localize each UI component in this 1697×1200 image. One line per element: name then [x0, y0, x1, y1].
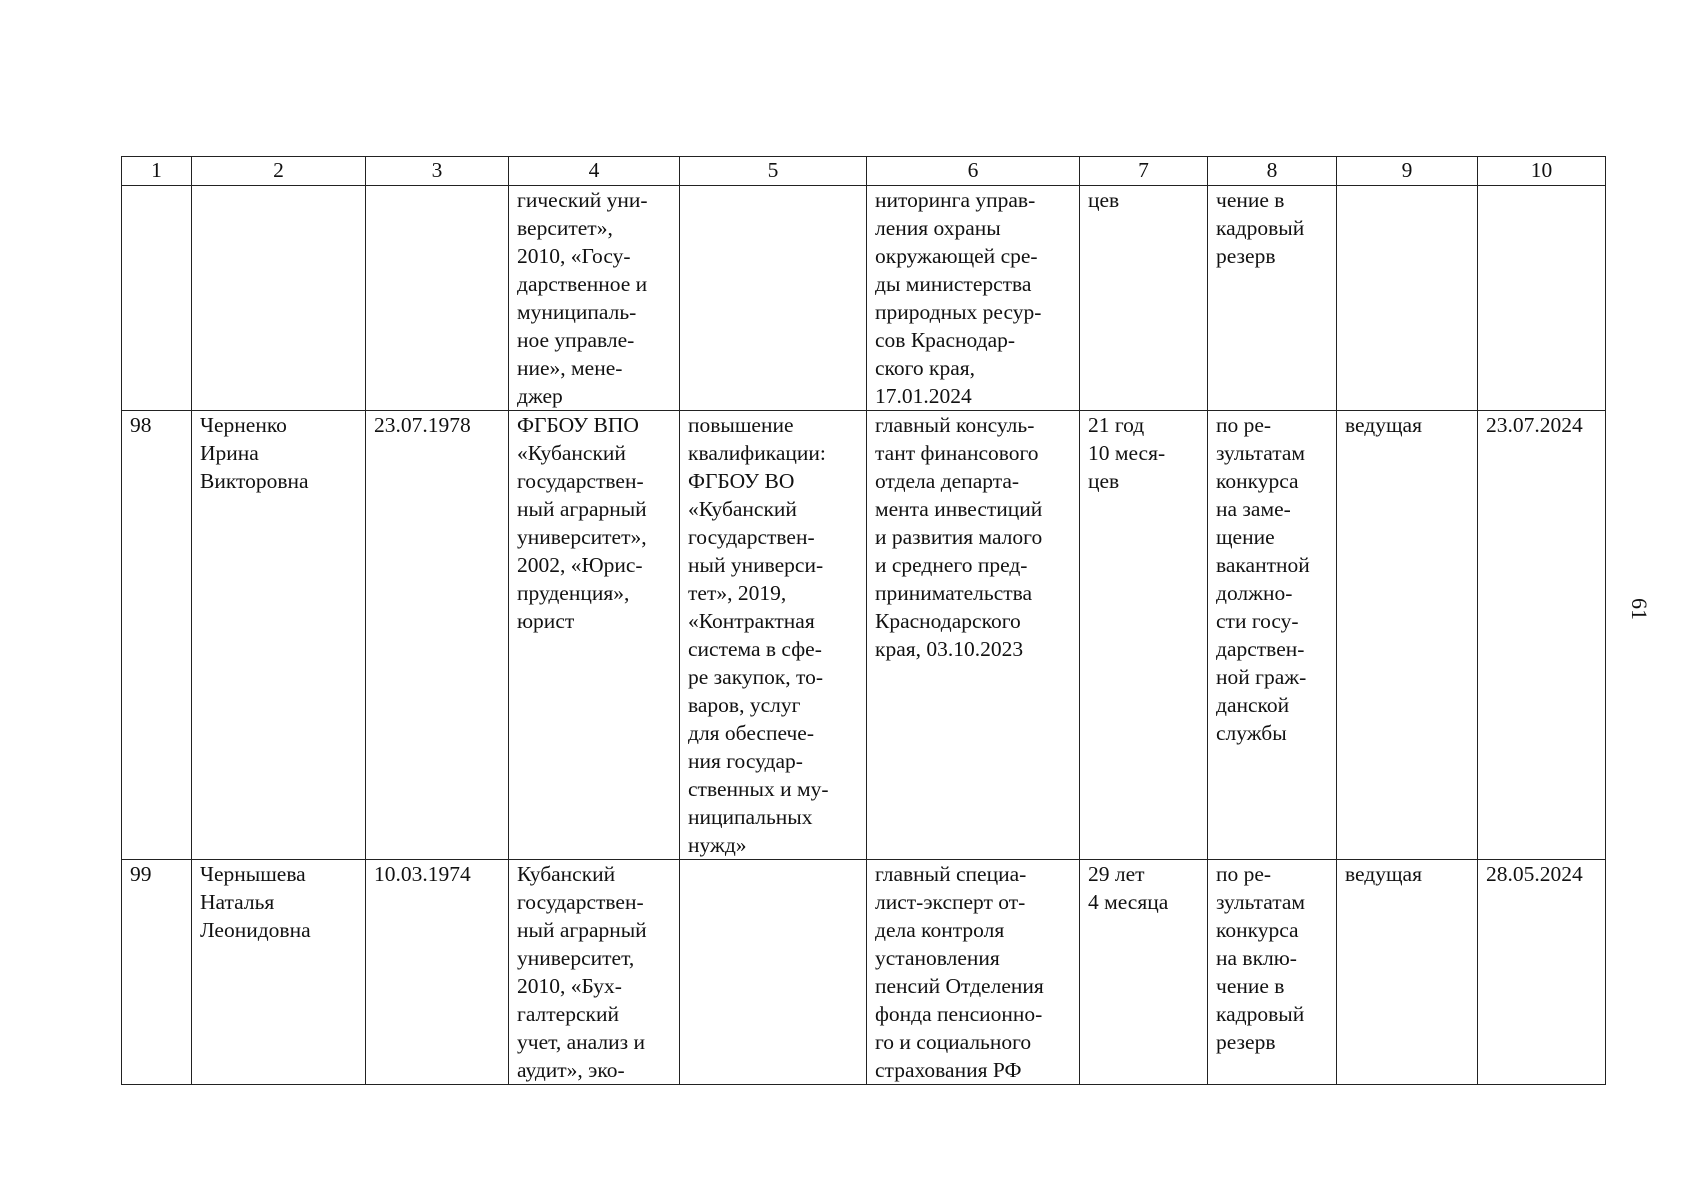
experience: цев [1080, 186, 1208, 411]
basis: по ре- зультатам конкурса на вклю- чение в кадровый резерв [1208, 860, 1337, 1085]
position-group: ведущая [1337, 860, 1478, 1085]
table-row [122, 186, 1606, 411]
row-number: 98 [122, 411, 192, 860]
personnel-table [121, 156, 1606, 1085]
table-row [122, 860, 1606, 1085]
birth-date: 23.07.1978 [366, 411, 509, 860]
birth-date: 10.03.1974 [366, 860, 509, 1085]
table-row [122, 411, 1606, 860]
full-name: Чернышева Наталья Леонидовна [192, 860, 366, 1085]
header-cell: 9 [1337, 157, 1478, 186]
additional-education: повышение квалификации: ФГБОУ ВО «Кубанский государствен- ный универси- тет», 2019, «Контрактная система в сфе- ре закупок, то- варов, услуг для обеспече- ния государ- ственных и му- ниципальных нужд» [680, 411, 867, 860]
header-cell: 4 [509, 157, 680, 186]
experience: 29 лет 4 месяца [1080, 860, 1208, 1085]
header-row [122, 157, 1606, 186]
inclusion-date: 23.07.2024 [1478, 411, 1606, 860]
position-group: ведущая [1337, 411, 1478, 860]
additional-education [680, 186, 867, 411]
header-cell: 7 [1080, 157, 1208, 186]
position-group [1337, 186, 1478, 411]
education: ФГБОУ ВПО «Кубанский государствен- ный аграрный университет», 2002, «Юрис- пруденция», юрист [509, 411, 680, 860]
full-name [192, 186, 366, 411]
header-cell: 5 [680, 157, 867, 186]
basis: чение в кадровый резерв [1208, 186, 1337, 411]
inclusion-date [1478, 186, 1606, 411]
header-cell: 3 [366, 157, 509, 186]
header-cell: 2 [192, 157, 366, 186]
full-name: Черненко Ирина Викторовна [192, 411, 366, 860]
header-cell: 6 [867, 157, 1080, 186]
row-number: 99 [122, 860, 192, 1085]
education: гический уни- верситет», 2010, «Госу- дарственное и муниципаль- ное управле- ние», мене- джер [509, 186, 680, 411]
header-cell: 8 [1208, 157, 1337, 186]
position: главный консуль- тант финансового отдела департа- мента инвестиций и развития малого и среднего пред- принимательства Краснодарского края, 03.10.2023 [867, 411, 1080, 860]
header-cell: 1 [122, 157, 192, 186]
position: ниторинга управ- ления охраны окружающей сре- ды министерства природных ресур- сов Краснодар- ского края, 17.01.2024 [867, 186, 1080, 411]
education: Кубанский государствен- ный аграрный университет, 2010, «Бух- галтерский учет, анализ и аудит», эко- [509, 860, 680, 1085]
birth-date [366, 186, 509, 411]
page-number: 61 [1627, 598, 1652, 620]
row-number [122, 186, 192, 411]
basis: по ре- зультатам конкурса на заме- щение вакантной должно- сти госу- дарствен- ной граж- данской службы [1208, 411, 1337, 860]
position: главный специа- лист-эксперт от- дела контроля установления пенсий Отделения фонда пенсионно- го и социального страхования РФ [867, 860, 1080, 1085]
inclusion-date: 28.05.2024 [1478, 860, 1606, 1085]
experience: 21 год 10 меся- цев [1080, 411, 1208, 860]
header-cell: 10 [1478, 157, 1606, 186]
additional-education [680, 860, 867, 1085]
